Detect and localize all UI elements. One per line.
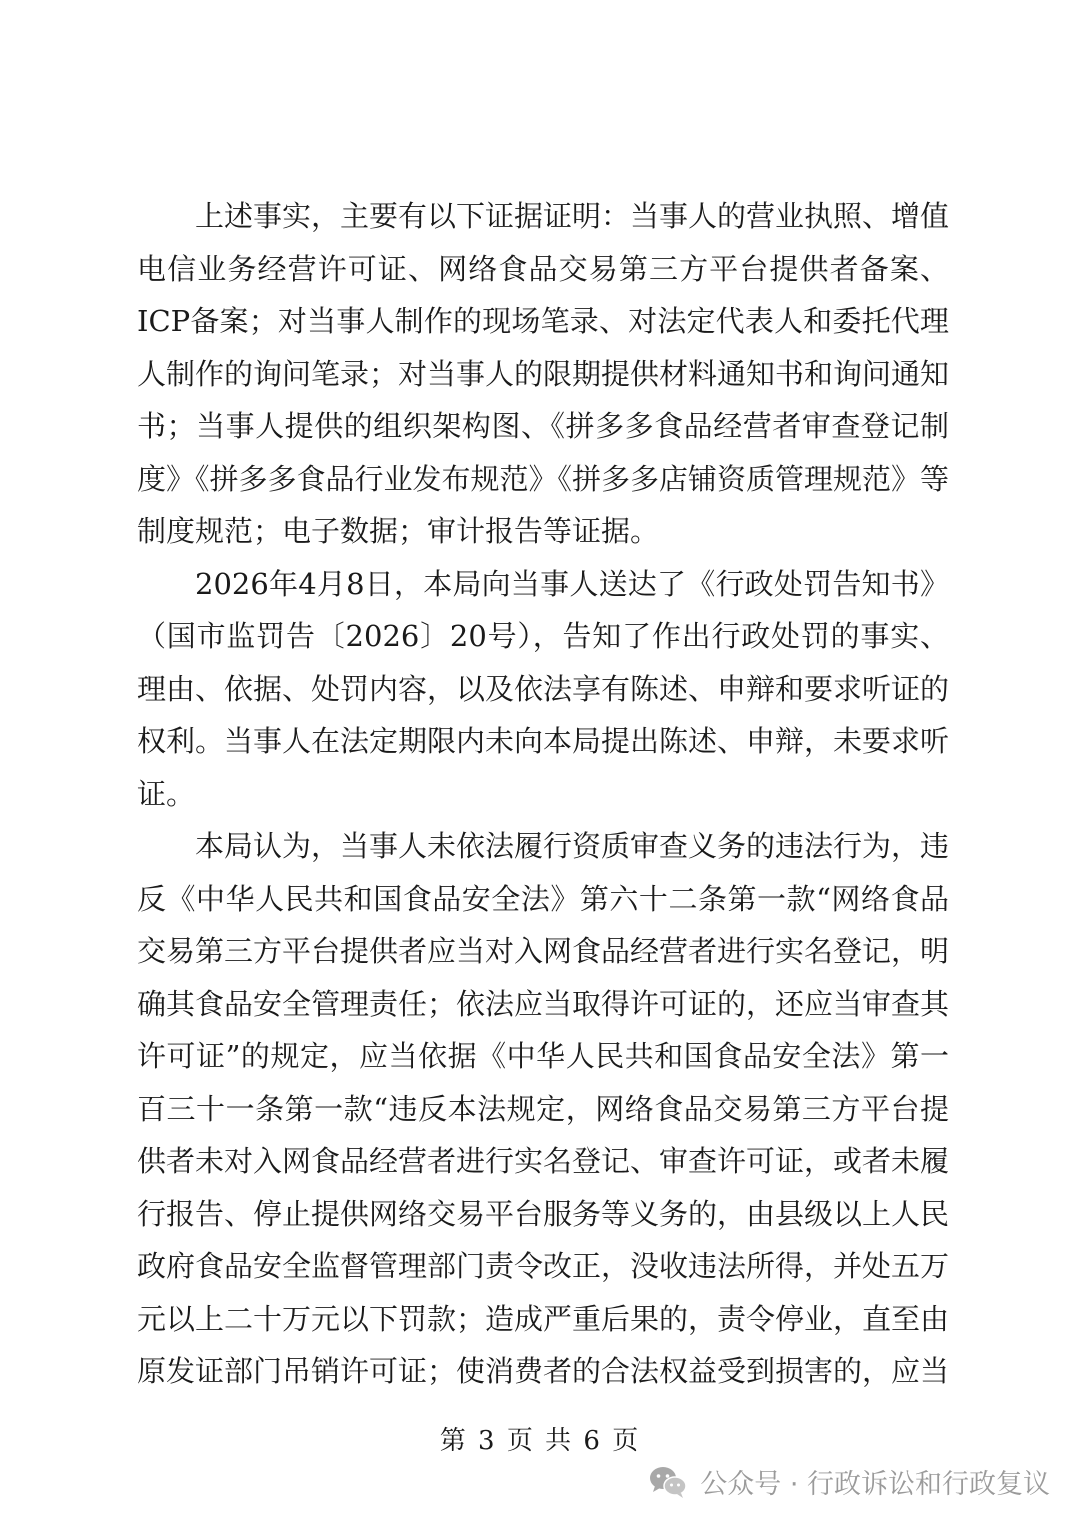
paragraph-ruling: 本局认为，当事人未依法履行资质审查义务的违法行为，违反《中华人民共和国食品安全法》第六十二条第一款“网络食品交易第三方平台提供者应当对入网食品经营者进行实名登记，明确其食品安全管理责任；依法应当取得许可证的，还应当审查其许可证”的规定，应当依据《中华人民共和国食品安全法》第一百三十一条第一款“违反本法规定，网络食品交易第三方平台提供者未对入网食品经营者进行实名登记、审查许可证，或者未履行报告、停止提供网络交易平台服务等义务的，由县级以上人民政府食品安全监督管理部门责令改正，没收违法所得，并处五万元以上二十万元以下罚款；造成严重后果的，责令停业，直至由原发证部门吊销许可证；使消费者的合法权益受到损害的，应当 (137, 829, 950, 1388)
paragraph-notice: 2026年4月8日，本局向当事人送达了《行政处罚告知书》（国市监罚告〔2026〕20号），告知了作出行政处罚的事实、理由、依据、处罚内容，以及依法享有陈述、申辩和要求听证的权利。当事人在法定期限内未向本局提出陈述、申辩，未要求听证。 (137, 566, 950, 811)
paragraph-evidence: 上述事实，主要有以下证据证明：当事人的营业执照、增值电信业务经营许可证、网络食品交易第三方平台提供者备案、ICP备案；对当事人制作的现场笔录、对法定代表人和委托代理人制作的询问笔录；对当事人的限期提供材料通知书和询问通知书；当事人提供的组织架构图、《拼多多食品经营者审查登记制度》《拼多多食品行业发布规范》《拼多多店铺资质管理规范》等制度规范；电子数据；审计报告等证据。 (137, 199, 950, 548)
document-body (137, 190, 949, 1398)
page-number-footer: 第 3 页 共 6 页 (439, 1426, 641, 1456)
watermark (648, 1462, 1050, 1501)
watermark-text: 公众号 · 行政诉讼和行政复议 (700, 1469, 1050, 1500)
wechat-icon (648, 1465, 688, 1499)
